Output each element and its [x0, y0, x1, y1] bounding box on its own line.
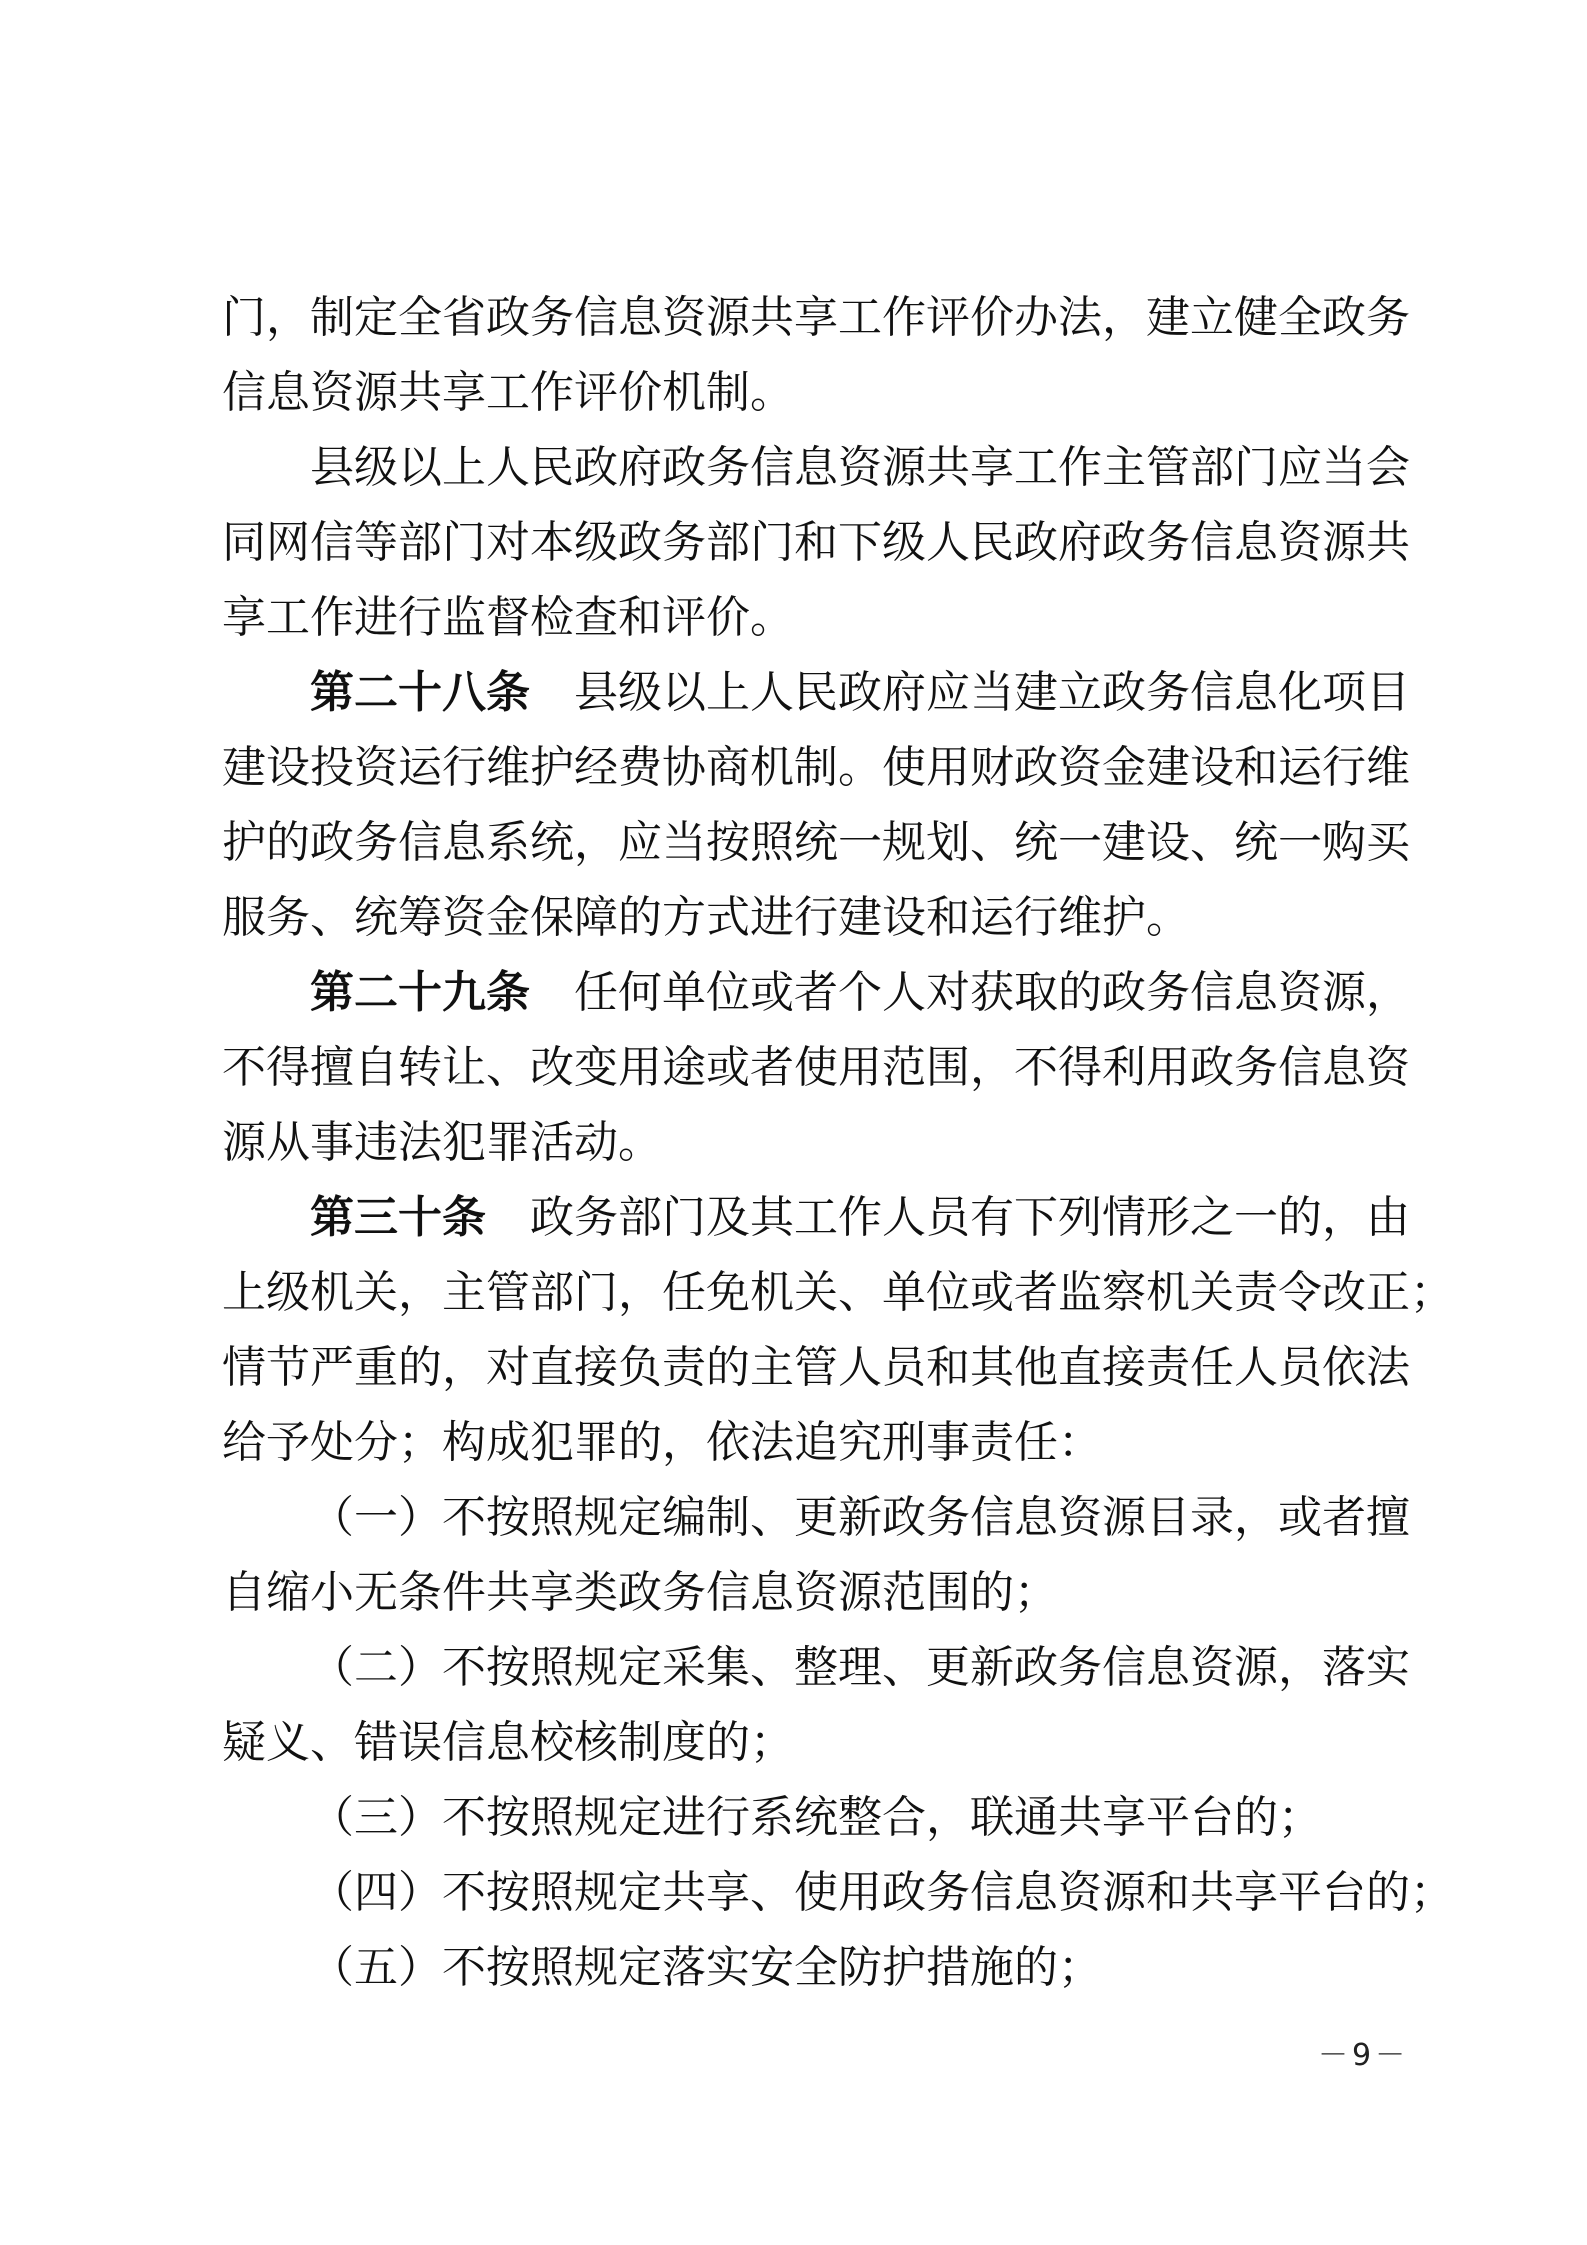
line-text: （五）不按照规定落实安全防护措施的； — [310, 1942, 1102, 1993]
text-line — [222, 1705, 1380, 1780]
line-text: 上级机关，主管部门，任免机关、单位或者监察机关责令改正； — [222, 1267, 1454, 1318]
article-heading: 第三十条 — [310, 1192, 486, 1243]
paragraph — [222, 1630, 1410, 1780]
paragraph — [222, 1930, 1380, 2005]
line-text: 建设投资运行维护经费协商机制。使用财政资金建设和运行维 — [222, 742, 1410, 793]
text-line — [222, 1555, 1380, 1630]
line-text: 护的政务信息系统，应当按照统一规划、统一建设、统一购买 — [222, 817, 1410, 868]
text-line — [222, 430, 1410, 505]
text-line — [222, 505, 1410, 580]
paragraph — [222, 1480, 1410, 1630]
text-line — [222, 580, 1380, 655]
line-text: 同网信等部门对本级政务部门和下级人民政府政务信息资源共 — [222, 517, 1410, 568]
text-line — [222, 1855, 1454, 1930]
line-text: 疑义、错误信息校核制度的； — [222, 1717, 794, 1768]
line-text: 县级以上人民政府应当建立政务信息化项目 — [574, 667, 1410, 718]
line-text: （二）不按照规定采集、整理、更新政务信息资源，落实 — [310, 1642, 1410, 1693]
article-heading: 第二十九条 — [310, 967, 530, 1018]
text-line — [222, 655, 1410, 730]
line-text: 不得擅自转让、改变用途或者使用范围，不得利用政务信息资 — [222, 1042, 1410, 1093]
text-line — [222, 730, 1410, 805]
text-line — [222, 280, 1410, 355]
line-text: 县级以上人民政府政务信息资源共享工作主管部门应当会 — [310, 442, 1410, 493]
line-text: 享工作进行监督检查和评价。 — [222, 592, 794, 643]
line-text: 信息资源共享工作评价机制。 — [222, 367, 794, 418]
text-line — [222, 1405, 1380, 1480]
text-line — [222, 1330, 1410, 1405]
text-line — [222, 1255, 1454, 1330]
text-line — [222, 1105, 1380, 1180]
line-text: 自缩小无条件共享类政务信息资源范围的； — [222, 1567, 1058, 1618]
line-text: 情节严重的，对直接负责的主管人员和其他直接责任人员依法 — [222, 1342, 1410, 1393]
text-line — [222, 1630, 1410, 1705]
text-line — [222, 1780, 1380, 1855]
line-text: 政务部门及其工作人员有下列情形之一的，由 — [530, 1192, 1410, 1243]
article-heading: 第二十八条 — [310, 667, 530, 718]
text-line — [222, 805, 1410, 880]
line-text: 源从事违法犯罪活动。 — [222, 1117, 662, 1168]
page-number: －9－ — [1318, 2038, 1410, 2073]
line-text: 任何单位或者个人对获取的政务信息资源， — [574, 967, 1410, 1018]
line-text: 给予处分；构成犯罪的，依法追究刑事责任： — [222, 1417, 1102, 1468]
text-line — [222, 1180, 1410, 1255]
paragraph — [222, 1780, 1380, 1855]
paragraph — [222, 430, 1410, 655]
text-line — [222, 1030, 1410, 1105]
text-line — [222, 880, 1380, 955]
text-line — [222, 1480, 1410, 1555]
document-body — [222, 280, 1454, 2005]
article-paragraph — [222, 955, 1410, 1180]
line-text: （三）不按照规定进行系统整合，联通共享平台的； — [310, 1792, 1322, 1843]
text-line — [222, 355, 1380, 430]
line-text: 门，制定全省政务信息资源共享工作评价办法，建立健全政务 — [222, 292, 1410, 343]
text-line — [222, 955, 1410, 1030]
text-line — [222, 1930, 1380, 2005]
line-text: （一）不按照规定编制、更新政务信息资源目录，或者擅 — [310, 1492, 1410, 1543]
article-paragraph — [222, 655, 1410, 955]
paragraph — [222, 1855, 1454, 1930]
line-text: 服务、统筹资金保障的方式进行建设和运行维护。 — [222, 892, 1190, 943]
line-text: （四）不按照规定共享、使用政务信息资源和共享平台的； — [310, 1867, 1454, 1918]
paragraph — [222, 280, 1410, 430]
article-paragraph — [222, 1180, 1454, 1480]
